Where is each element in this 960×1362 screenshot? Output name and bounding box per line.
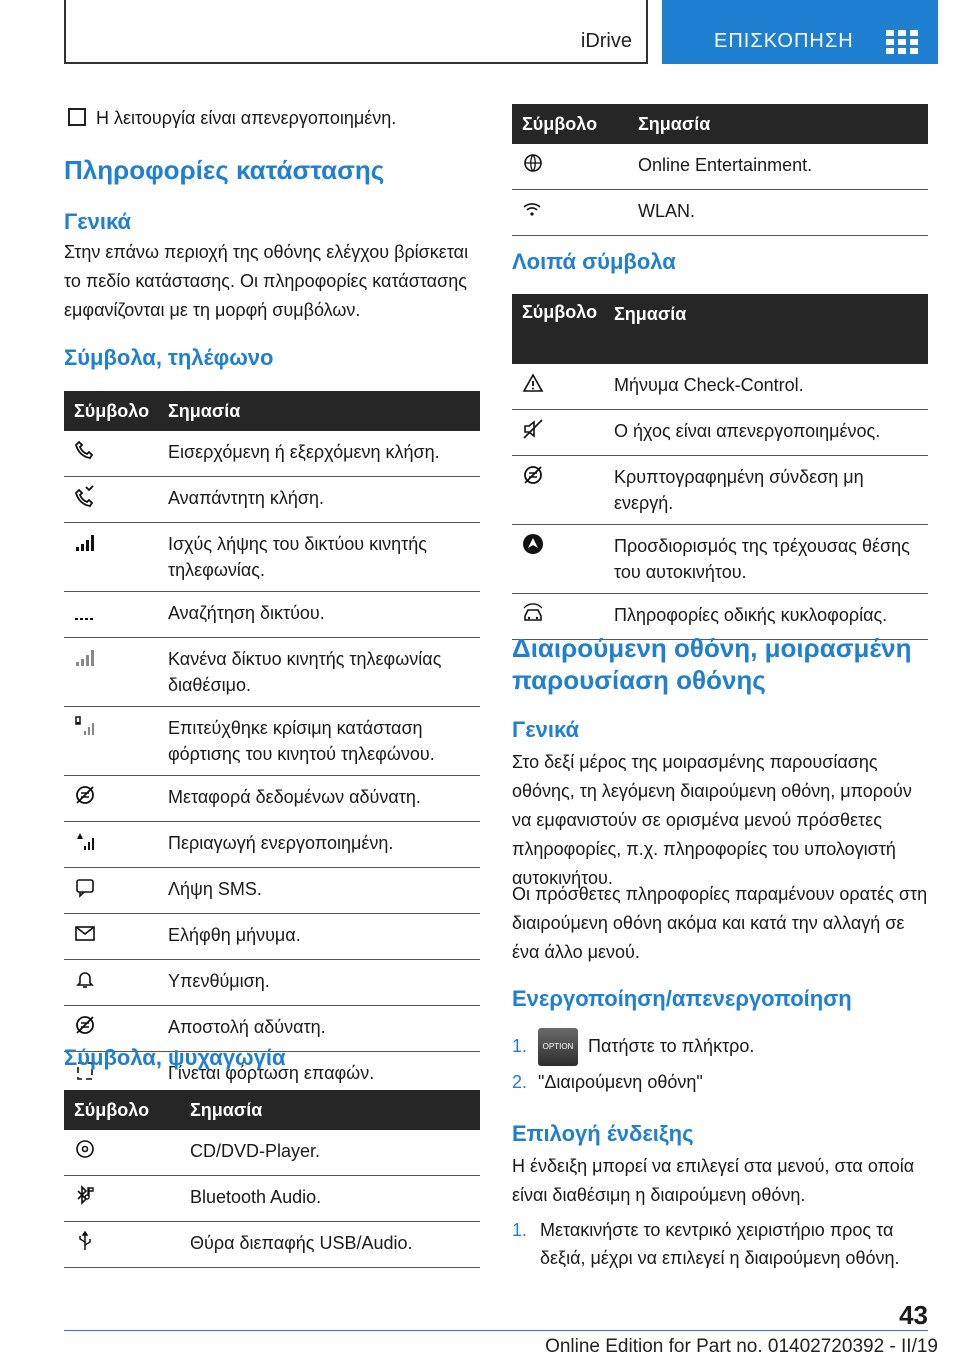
symbol-cell (512, 456, 604, 525)
meaning-cell: Ελήφθη μήνυμα. (158, 914, 480, 960)
meaning-cell: Μήνυμα Check-Control. (604, 364, 928, 410)
status-note (68, 108, 396, 129)
phone-symbols-table (64, 391, 480, 1098)
cd-dvd-icon (74, 1138, 96, 1160)
symbol-cell (64, 638, 158, 707)
no-network-icon (74, 646, 96, 668)
data-unavailable-icon (74, 784, 96, 806)
meaning-cell: Bluetooth Audio. (180, 1176, 480, 1222)
table-row (64, 707, 480, 776)
step-number: 1. (512, 1220, 528, 1240)
table-header-symbol: Σύμβολο (512, 294, 604, 364)
step-number: 2. (512, 1072, 528, 1092)
table-header-meaning: Σημασία (158, 391, 480, 431)
meaning-cell: Λήψη SMS. (158, 868, 480, 914)
symbol-cell (64, 592, 158, 638)
table-header-meaning: Σημασία (604, 294, 928, 364)
meaning-cell: Αναζήτηση δικτύου. (158, 592, 480, 638)
meaning-cell: Ισχύς λήψης του δικτύου κινητής τηλεφωνίας. (158, 523, 480, 592)
header-idrive-label[interactable]: iDrive (580, 30, 632, 52)
header-box (64, 0, 648, 64)
split-text-1: Στο δεξί μέρος της μοιρασμένης παρουσίασης οθόνης, τη λεγόμενη διαιρούμενη οθόνη, μπορούν να εμφανιστούν σε ορισμένα μενού πρόσθετες πληροφορίες, π.χ. πληροφορίες του υπολογιστή αυτοκινήτου. (512, 752, 912, 888)
symbol-cell (64, 1222, 180, 1268)
symbol-cell (512, 190, 628, 236)
table-row (64, 638, 480, 707)
mail-icon (74, 922, 96, 944)
encryption-off-icon (522, 464, 544, 486)
table-row (64, 1222, 480, 1268)
table-header-symbol: Σύμβολο (64, 1090, 180, 1130)
table-row (512, 525, 928, 594)
status-note-text: Η λειτουργία είναι απενεργοποιημένη. (96, 108, 397, 128)
symbol-cell (512, 525, 604, 594)
meaning-cell: CD/DVD-Player. (180, 1130, 480, 1176)
step-number: 1. (512, 1035, 528, 1056)
bluetooth-audio-icon (74, 1184, 96, 1206)
step-text: Μετακινήστε το κεντρικό χειριστήριο προς τα δεξιά, μέχρι να επιλεγεί η διαιρούμενη οθόνη. (540, 1220, 900, 1268)
table-row (512, 190, 928, 236)
table-row (64, 960, 480, 1006)
online-symbols-table (512, 104, 928, 236)
symbol-cell (64, 960, 158, 1006)
table-row (64, 1176, 480, 1222)
table-row (64, 592, 480, 638)
page-number: 43 (899, 1300, 928, 1330)
step-3 (512, 1216, 928, 1272)
table-row (512, 144, 928, 190)
meaning-cell: Γίνεται φόρτωση επαφών. (158, 1052, 480, 1098)
sms-icon (74, 876, 96, 898)
table-row (64, 477, 480, 523)
warning-triangle-icon (522, 372, 544, 394)
step-text: "Διαιρούμενη οθόνη" (538, 1072, 703, 1092)
select-display-text: Η ένδειξη μπορεί να επιλεγεί στα μενού, στα οποία είναι διαθέσιμη η διαιρούμενη οθόνη. (512, 1156, 915, 1205)
entertainment-symbols-title: Σύμβολα, ψυχαγωγία (64, 1045, 286, 1070)
meaning-cell: WLAN. (628, 190, 928, 236)
meaning-cell: Αποστολή αδύνατη. (158, 1006, 480, 1052)
general-text: Στην επάνω περιοχή της οθόνης ελέγχου βρίσκεται το πεδίο κατάστασης. Οι πληροφορίες κατάστασης εμφανίζονται με τη μορφή συμβόλων. (64, 242, 469, 320)
table-row (64, 776, 480, 822)
phone-call-icon (74, 439, 96, 461)
footer-edition: Online Edition for Part no. 01402720392 - II/19 (545, 1336, 938, 1357)
meaning-cell: Πληροφορίες οδικής κυκλοφορίας. (604, 594, 928, 640)
header-overview-label: ΕΠΙΣΚΟΠΗΣΗ (714, 30, 854, 52)
meaning-cell: Υπενθύμιση. (158, 960, 480, 1006)
table-row (64, 523, 480, 592)
table-row (64, 868, 480, 914)
roaming-icon (74, 830, 96, 852)
other-symbols-table (512, 294, 928, 640)
symbol-cell (64, 431, 158, 477)
meaning-cell: Κρυπτογραφημένη σύνδεση μη ενεργή. (604, 456, 928, 525)
split-text-2: Οι πρόσθετες πληροφορίες παραμένουν ορατές στη διαιρούμενη οθόνη ακόμα και κατά την αλλαγή σε ένα άλλο μενού. (512, 884, 928, 962)
header-overview-tab[interactable] (662, 0, 938, 64)
symbol-cell (64, 868, 158, 914)
meaning-cell: Ο ήχος είναι απενεργοποιημένος. (604, 410, 928, 456)
meaning-cell: Αναπάντητη κλήση. (158, 477, 480, 523)
reminder-bell-icon (74, 968, 96, 990)
step-text: Πατήστε το πλήκτρο. (588, 1035, 755, 1056)
table-header-symbol: Σύμβολο (512, 104, 628, 144)
step-2 (512, 1068, 703, 1096)
symbol-cell (512, 410, 604, 456)
meaning-cell: Προσδιορισμός της τρέχουσας θέσης του αυτοκινήτου. (604, 525, 928, 594)
symbol-cell (64, 776, 158, 822)
onoff-title: Ενεργοποίηση/απενεργοποίηση (512, 986, 852, 1011)
network-search-icon (74, 600, 96, 622)
wlan-icon (522, 198, 544, 220)
select-display-title: Επιλογή ένδειξης (512, 1121, 694, 1146)
symbol-cell (64, 523, 158, 592)
location-icon (522, 533, 544, 555)
step-1 (512, 1028, 754, 1066)
online-entertainment-icon (522, 152, 544, 174)
symbol-cell (512, 364, 604, 410)
send-failed-icon (74, 1014, 96, 1036)
table-row (64, 1130, 480, 1176)
split-general-title: Γενικά (512, 717, 580, 742)
signal-strength-icon (74, 531, 96, 553)
meaning-cell: Κανένα δίκτυο κινητής τηλεφωνίας διαθέσιμο. (158, 638, 480, 707)
table-row (512, 456, 928, 525)
meaning-cell: Online Entertainment. (628, 144, 928, 190)
general-title: Γενικά (64, 209, 132, 234)
meaning-cell: Επιτεύχθηκε κρίσιμη κατάσταση φόρτισης του κινητού τηλεφώνου. (158, 707, 480, 776)
table-header-meaning: Σημασία (180, 1090, 480, 1130)
table-row (64, 431, 480, 477)
traffic-info-icon (522, 602, 544, 624)
sound-off-icon (522, 418, 544, 440)
meaning-cell: Μεταφορά δεδομένων αδύνατη. (158, 776, 480, 822)
symbol-cell (64, 914, 158, 960)
symbol-cell (64, 707, 158, 776)
section-title: Πληροφορίες κατάστασης (64, 155, 385, 185)
entertainment-symbols-table (64, 1090, 480, 1268)
split-screen-title: Διαιρούμενη οθόνη, μοιρασμένη παρουσίαση οθόνης (512, 633, 912, 695)
table-row (512, 410, 928, 456)
meaning-cell: Περιαγωγή ενεργοποιημένη. (158, 822, 480, 868)
usb-icon (74, 1230, 96, 1252)
table-row (512, 364, 928, 410)
footer-divider (64, 1330, 928, 1331)
symbol-cell (64, 822, 158, 868)
table-header-symbol: Σύμβολο (64, 391, 158, 431)
checkbox-icon (68, 108, 86, 126)
meaning-cell: Θύρα διεπαφής USB/Audio. (180, 1222, 480, 1268)
missed-call-icon (74, 485, 96, 507)
symbol-cell (64, 1130, 180, 1176)
phone-symbols-title: Σύμβολα, τηλέφωνο (64, 345, 274, 370)
symbol-cell (64, 1176, 180, 1222)
symbol-cell (512, 144, 628, 190)
grid-icon (886, 30, 918, 54)
symbol-cell (64, 477, 158, 523)
table-header-meaning: Σημασία (628, 104, 928, 144)
critical-charge-icon (74, 715, 96, 737)
other-symbols-title: Λοιπά σύμβολα (512, 249, 676, 274)
option-button-icon[interactable]: OPTION (538, 1028, 578, 1066)
meaning-cell: Εισερχόμενη ή εξερχόμενη κλήση. (158, 431, 480, 477)
table-row (64, 822, 480, 868)
table-row (64, 914, 480, 960)
